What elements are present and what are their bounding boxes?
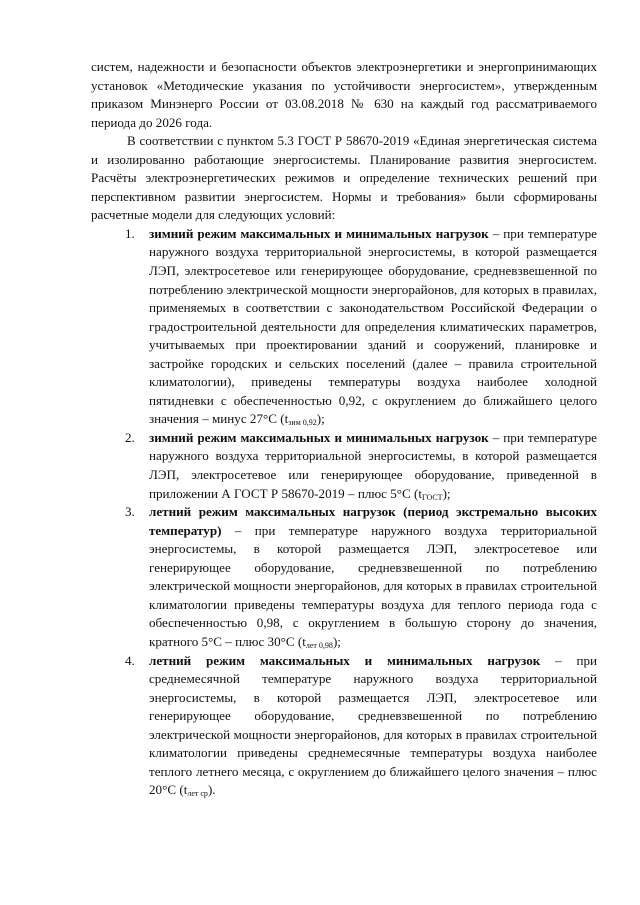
list-item-tail: ). bbox=[207, 782, 216, 798]
list-item-text: – при среднемесячной температуре наружного воздуха территориальной энергосистемы, в которой размещается ЛЭП, электросетевое или генерирующее оборудование, средневзвешенной по потреблению электрической мощности энергорайонов, для которых в правилах строительной климатологии приведены среднемесячные температуры воздуха наиболее теплого летнего месяца, с округлением до ближайшего целого значения – плюс 20°C (t bbox=[149, 652, 598, 798]
document-page bbox=[91, 58, 597, 800]
list-item-heading: летний режим максимальных нагрузок (период экстремально высоких температур) bbox=[149, 504, 597, 538]
list-item bbox=[91, 503, 597, 651]
list-item-heading: летний режим максимальных и минимальных нагрузок bbox=[149, 652, 541, 668]
list-item-number: 1. bbox=[125, 225, 135, 241]
list-item-subscript: лет ср bbox=[187, 789, 208, 799]
list-item-tail: ); bbox=[316, 411, 325, 427]
list-item-tail: ); bbox=[442, 485, 451, 501]
list-item-text: – при температуре наружного воздуха территориальной энергосистемы, в которой размещается ЛЭП, электросетевое или генерирующее оборудование, приведенной в приложении А ГОСТ Р 58670-2019 – плюс 5°C (t bbox=[149, 429, 597, 501]
list-item-text: – при температуре наружного воздуха территориальной энергосистемы, в которой размещается ЛЭП, электросетевое или генерирующее оборудование, средневзвешенной по потреблению электрической мощности энергорайонов, для которых в правилах, применяемых в соответствии с законодательством Российской Федерации о градостроительной деятельности для определения климатических параметров, учитываемых при проектировании зданий и сооружений, планировке и застройке городских и сельских поселений (далее – правила строительной климатологии), приведены температуры воздуха наиболее холодной пятидневки с обеспеченностью 0,92, с округлением до ближайшего целого значения – минус 27°C (t bbox=[149, 225, 597, 427]
list-item-number: 4. bbox=[125, 652, 135, 668]
gost-conditions-paragraph: В соответствии с пунктом 5.3 ГОСТ Р 58670-2019 «Единая энергетическая система и изолированно работающие энергосистемы. Планирование развития энергосистем. Расчёты электроэнергетических режимов и определение технических решений при перспективном развитии энергосистем. Нормы и требования» были сформированы расчетные модели для следующих условий: bbox=[91, 133, 597, 223]
list-item-number: 3. bbox=[125, 504, 135, 520]
conditions-list bbox=[91, 225, 597, 800]
list-item-number: 2. bbox=[125, 429, 135, 445]
list-item-tail: ); bbox=[332, 633, 341, 649]
list-item bbox=[91, 429, 597, 503]
list-item-subscript: ГОСТ bbox=[422, 492, 443, 502]
list-item bbox=[91, 225, 597, 429]
list-item-heading: зимний режим максимальных и минимальных нагрузок bbox=[149, 429, 489, 445]
list-item-text: – при температуре наружного воздуха территориальной энергосистемы, в которой размещается ЛЭП, электросетевое или генерирующее оборудование, средневзвешенной по потреблению электрической мощности энергорайонов, для которых в правилах строительной климатологии приведены температуры воздуха для теплого периода года с обеспеченностью 0,98, с округлением в большую сторону до значения, кратного 5°C – плюс 30°C (t bbox=[149, 522, 597, 649]
list-item-subscript: зим 0,92 bbox=[288, 418, 317, 428]
list-item bbox=[91, 652, 597, 800]
list-item-subscript: лет 0,98 bbox=[305, 640, 333, 650]
list-item-heading: зимний режим максимальных и минимальных нагрузок bbox=[149, 225, 489, 241]
intro-continuation-paragraph: систем, надежности и безопасности объектов электроэнергетики и энергопринимающих установок «Методические указания по устойчивости энергосистем», утвержденным приказом Минэнерго России от 03.08.2018 № 630 на каждый год рассматриваемого периода до 2026 года. bbox=[91, 59, 597, 130]
